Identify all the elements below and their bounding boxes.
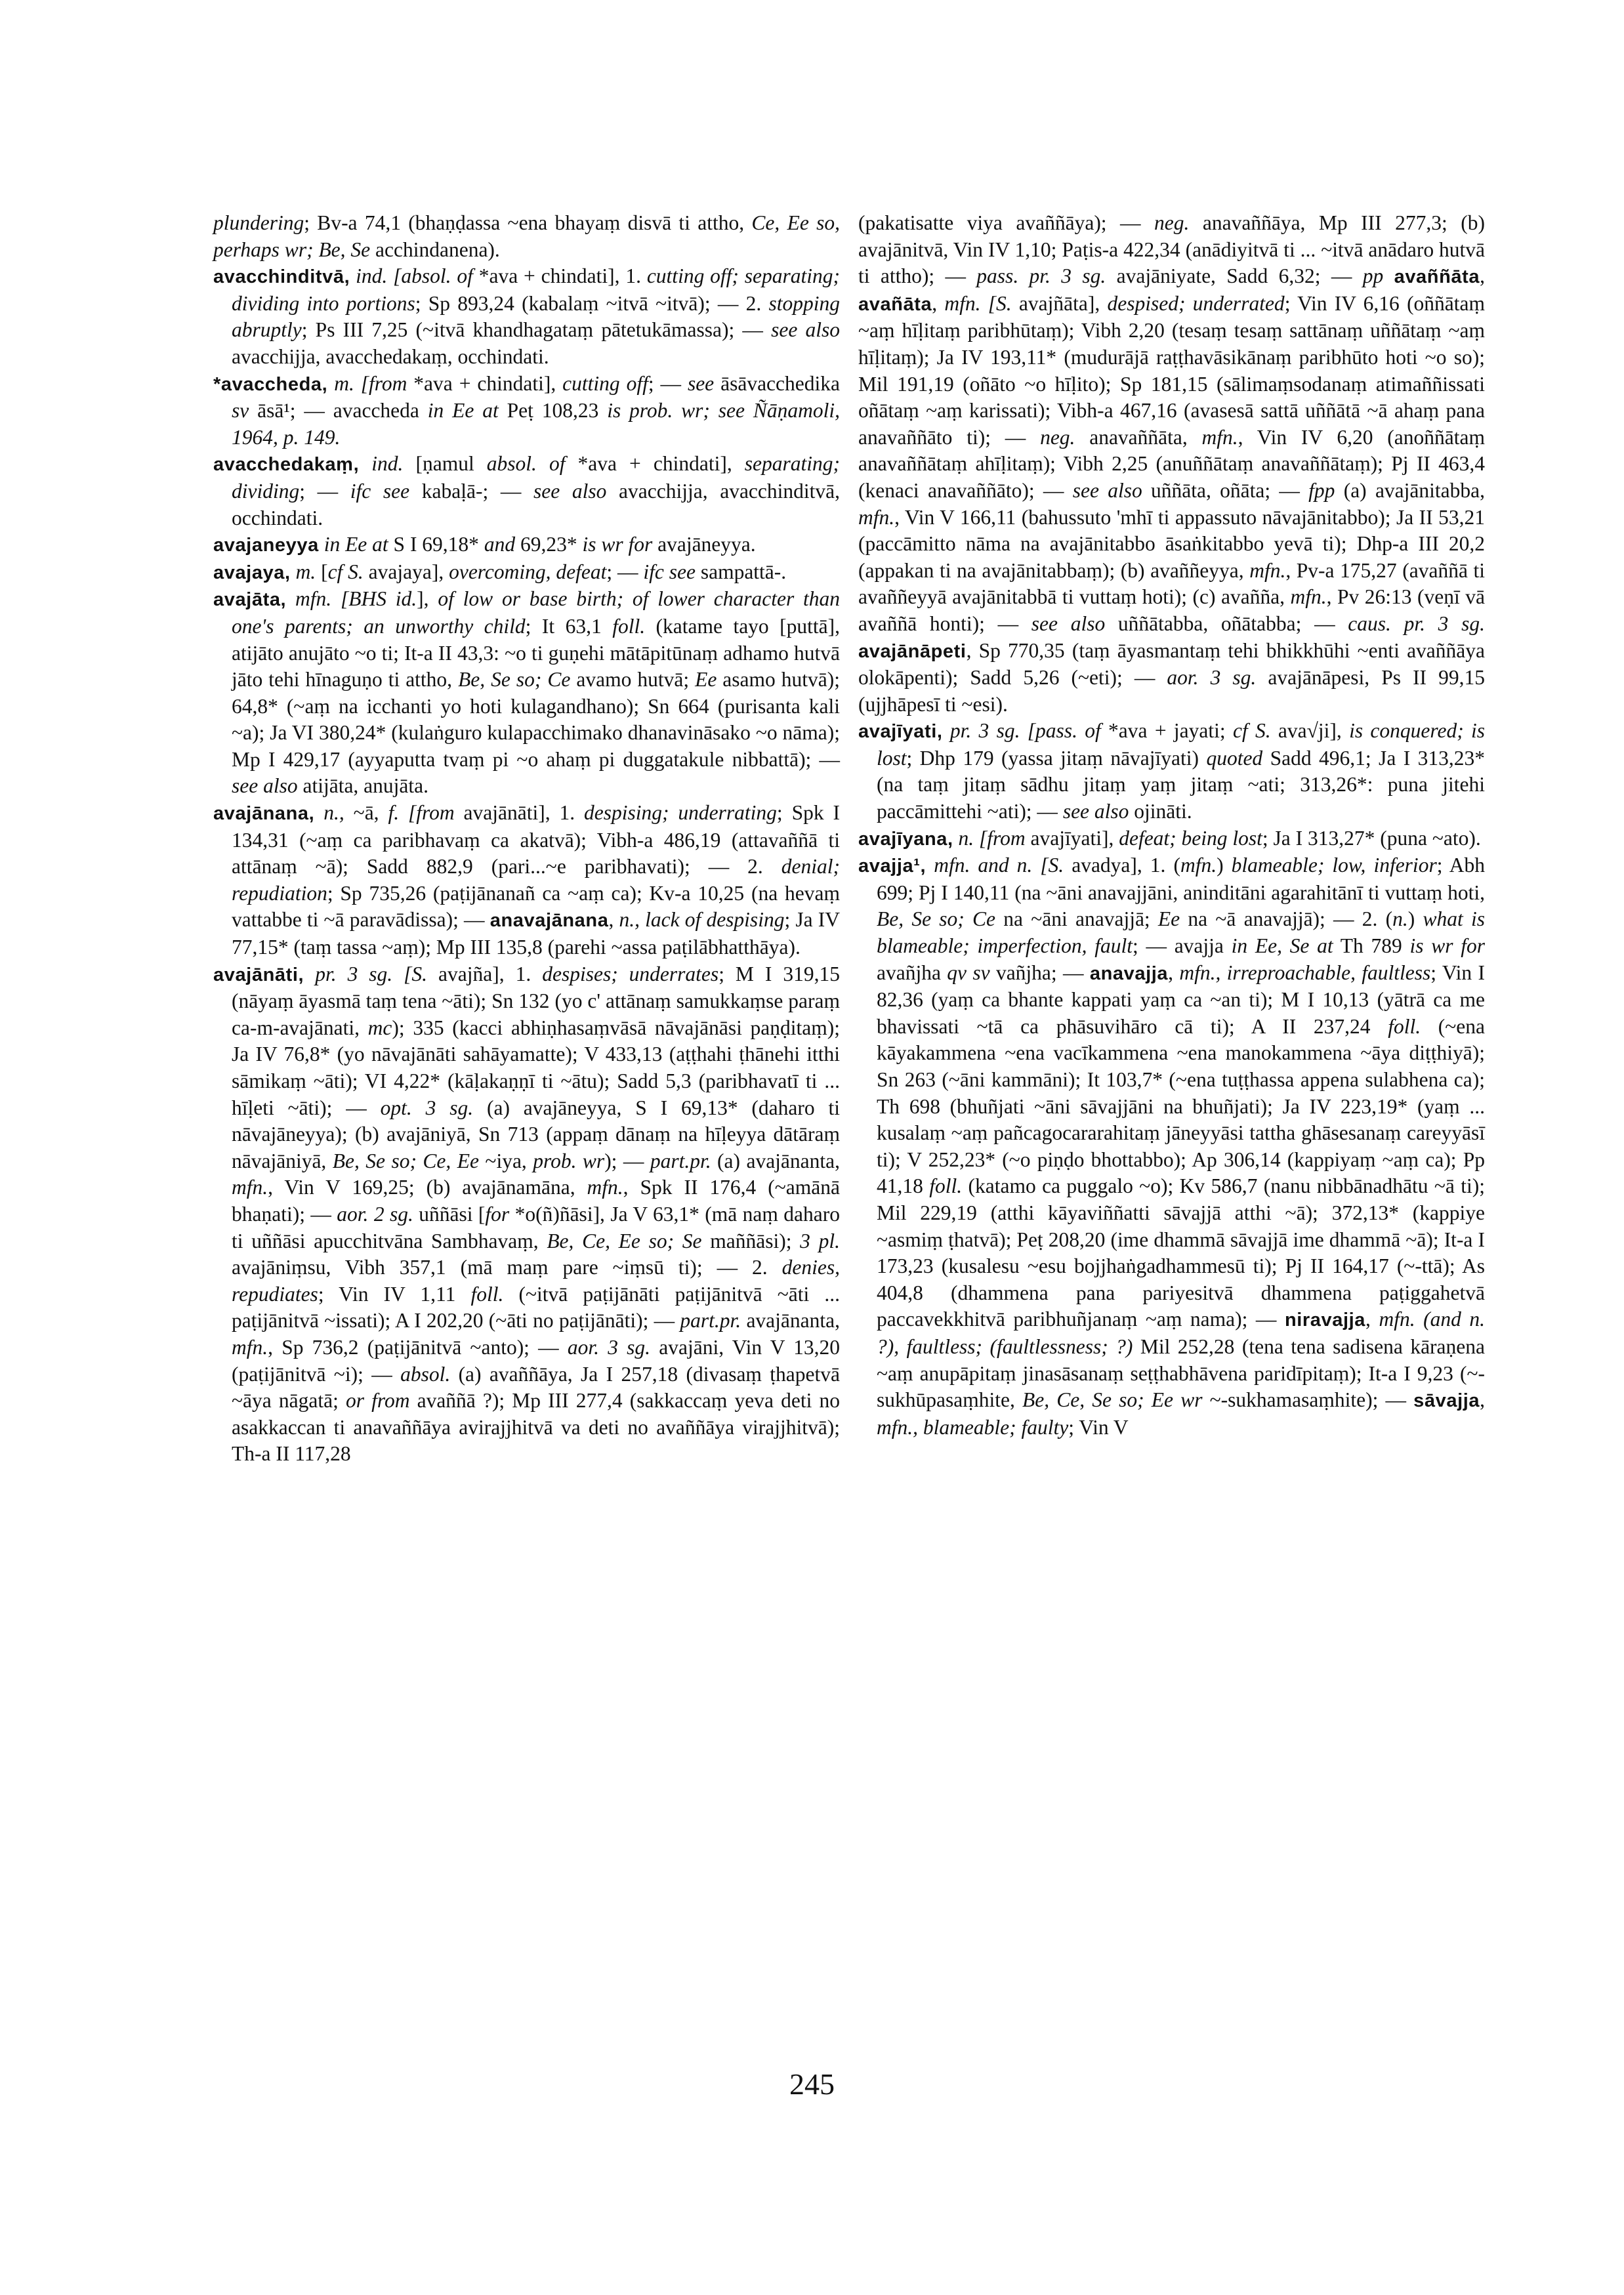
entry-text: (~itvā paṭijānāti paṭijānitvā ~āti ... paṭijānitvā ~issati); A I 202,20 (~āti no paṭijānāti); — (232, 1282, 840, 1333)
entry-text: ; — (648, 371, 688, 395)
italic-text: in Ee at (323, 533, 388, 556)
italic-text: qv sv (947, 961, 990, 984)
italic-text: absol. (400, 1362, 451, 1386)
entry-text: vañjha; — (989, 961, 1090, 984)
italic-text: is wr for (1409, 934, 1485, 958)
entry-text: avacchijja, avacchinditvā, occhindati. (232, 479, 840, 529)
entry-text (359, 452, 371, 475)
entry-text: Th 789 (1333, 934, 1410, 958)
entry-text: *ava + chindati], (407, 371, 563, 395)
entry-text: ~iya, (478, 1149, 533, 1172)
entry-text: avajāniyate, Sadd 6,32; — (1106, 264, 1363, 288)
entry-text: Peṭ 108,23 (498, 399, 608, 423)
italic-text: ind. [absol. of (356, 264, 473, 288)
entry-text: ) (1407, 907, 1423, 931)
italic-text: for (485, 1202, 510, 1226)
entry-text: , Vin IV 6,20 (anoññātaṃ anavaññātaṃ ahīḷitaṃ); Vibh 2,25 (anuññātaṃ anavaññātaṃ); Pj II 463,4 (kenaci anavaññāto); — (858, 425, 1485, 502)
entry-text: , (1480, 264, 1485, 288)
entry-text: ; Vin I 82,36 (yaṃ ca bhante kappati yaṃ ca ~an ti); M I 10,13 (yātrā ca me bhavissati ~tā ca phāsuvihāro cā ti); A II 237,24 (877, 961, 1486, 1038)
entry-text: na ~āni anavajjā; (995, 907, 1158, 931)
entry-text: ; — (299, 479, 350, 503)
italic-text: pr. 3 sg. [S. (315, 962, 428, 985)
dictionary-entry (213, 531, 840, 559)
italic-text: denies, repudiates (232, 1256, 840, 1306)
italic-text: Ee (695, 668, 717, 692)
entry-headword: avajānana, (213, 803, 315, 825)
entry-text: ojināti. (1129, 800, 1192, 823)
entry-text: (a) avajānitabba, (1335, 478, 1485, 502)
sub-headword: anavajja (1089, 962, 1169, 984)
entry-text: acchindanena). (370, 238, 500, 261)
italic-text: mfn. (858, 505, 895, 529)
italic-text: cutting off; separating; dividing into portions (232, 264, 841, 315)
italic-text: Be, Se so; Ce, Ee (332, 1149, 479, 1172)
entry-text: avacchijja, avacchedakaṃ, occhindati. (232, 344, 549, 368)
entry-text: anavaññāta, (1075, 425, 1202, 449)
entry-text: ; — (606, 560, 644, 583)
entry-text: avajāniṃsu, Vibh 357,1 (mā maṃ pare ~iṃsū ti); — 2. (232, 1256, 782, 1279)
entry-text: , (1480, 1388, 1485, 1412)
italic-text: mfn. [BHS id. (295, 587, 417, 611)
italic-text: aor. 2 sg. (337, 1202, 413, 1226)
entry-text: anavaññāya, Mp III 277,3; (b) avajānitvā, Vin IV 1,10; Paṭis-a 422,34 (anādiyitvā ti ... ~itvā anādaro hutvā ti attho); — (858, 211, 1485, 288)
entry-text: ) (1217, 854, 1232, 877)
italic-text: see also (1062, 800, 1129, 823)
italic-text: neg. (1040, 425, 1075, 449)
italic-text: m. (295, 560, 316, 583)
entry-headword: avajānāti, (213, 964, 304, 985)
entry-text: ; Ps III 7,25 (~itvā khandhagataṃ pātetukāmassa); — (301, 318, 772, 342)
dictionary-entry (858, 210, 1485, 718)
entry-text: ); — (604, 1149, 650, 1172)
italic-text: pp (1362, 264, 1384, 288)
italic-text: is prob. wr; see Ñāṇamoli, 1964, p. 149. (232, 399, 840, 449)
italic-text: mfn. (1201, 425, 1238, 449)
entry-text: avajīyati], (1025, 826, 1119, 850)
entry-text: (katame tayo [puttā], atijāto anujāto ~o ti; It-a II 43,3: ~o ti guṇehi mātāpitūnaṃ adhamo hutvā jāto tehi hīnaguṇo ti attho, (232, 614, 840, 692)
entry-text: (a) avajānanta, (711, 1149, 840, 1172)
italic-text: Ee (1157, 907, 1180, 931)
entry-text: [ (316, 560, 328, 583)
italic-text: mfn. (232, 1335, 268, 1359)
italic-text: mfn. (1249, 558, 1286, 582)
italic-text: cf S. (1232, 719, 1271, 743)
sub-headword: niravajja (1284, 1310, 1366, 1331)
sub-headword: sāvajja (1413, 1390, 1480, 1412)
entry-text: ; Spk I 134,31 (~aṃ ca paribhavaṃ ca akatvā); Vibh-a 486,19 (attavaññā ti attānaṃ ~ā); Sadd 882,9 (pari...~e paribhavati); — 2. (232, 801, 841, 879)
italic-text: n. (1392, 907, 1408, 931)
entry-text (926, 854, 934, 877)
italic-text: mc (367, 1016, 392, 1039)
entry-text: ; It 63,1 (525, 614, 613, 638)
italic-text: part.pr. (650, 1149, 711, 1172)
italic-text: is wr for (582, 533, 653, 556)
entry-text: , (1365, 1308, 1379, 1331)
sub-headword: avajānāpeti (858, 640, 967, 662)
italic-text: denial; repudiation (232, 855, 840, 905)
italic-text: despising; underrating (584, 801, 777, 825)
entry-text: na ~ā anavajjā); — 2. ( (1180, 907, 1393, 931)
italic-text: aor. 3 sg. (567, 1335, 651, 1359)
dictionary-entry (213, 586, 840, 800)
italic-text: mfn. (1180, 854, 1217, 877)
entry-text: Mil 252,28 (tena tena sadisena kāraṇena ~aṃ anupāpitaṃ jinasāsanaṃ seṭṭhabhāvena paridīpitaṃ); It-a I 9,23 (~-sukhūpasaṃhite, (877, 1334, 1485, 1412)
entry-headword: avajīyati, (858, 721, 943, 743)
italic-text: foll. (470, 1282, 504, 1306)
entry-text: sampattā-. (695, 560, 787, 583)
dictionary-entry (213, 371, 840, 451)
dictionary-entry (213, 451, 840, 531)
italic-text: part.pr. (680, 1309, 741, 1333)
entry-text: āsā¹; — avaccheda (249, 399, 428, 423)
entry-text: ~-sukhamasaṃhite); — (1202, 1388, 1414, 1412)
italic-text: mfn. (and n. ?), faultless; (faultlessness; ?) (877, 1308, 1485, 1358)
italic-text: in Ee, Se at (1231, 934, 1333, 958)
entry-text: uññāsi [ (413, 1202, 486, 1226)
entry-text (314, 801, 323, 824)
entry-headword: avajaya, (213, 562, 291, 583)
entry-text: ; Dhp 179 (yassa jitaṃ nāvajīyati) (906, 746, 1207, 770)
entry-text: avadya], 1. ( (1064, 854, 1180, 877)
entry-text: avajānāti], 1. (454, 801, 585, 825)
entry-text: *ava + jayati; (1100, 719, 1233, 743)
entry-text: ; Sp 735,26 (paṭijānanañ ca ~aṃ ca); Kv-a 10,25 (na hevaṃ vattabbe ti ~ā paravādissa); — (232, 881, 840, 932)
entry-text: ; Bv-a 74,1 (bhaṇḍassa ~ena bhayaṃ disvā ti attho, (304, 211, 752, 234)
entry-text (319, 533, 324, 556)
entry-text: kabaḷā-; — (409, 479, 534, 503)
italic-text: m. [from (334, 371, 407, 395)
entry-headword: avajaneyya (213, 535, 319, 556)
entry-text: , Vin V 169,25; (b) avajānamāna, (268, 1176, 587, 1199)
entry-text: avañjha (877, 961, 947, 984)
entry-text: ; — avajja (1133, 934, 1232, 958)
entry-text: , Pv 26:13 (veṇī vā avaññā honti); — (858, 585, 1485, 635)
italic-text: foll. (612, 614, 646, 638)
entry-headword: avacchinditvā, (213, 266, 350, 288)
entry-text: avajaya], (363, 560, 449, 583)
entry-text (286, 587, 295, 610)
entry-text (1383, 264, 1394, 287)
entry-text: , (1168, 961, 1180, 984)
italic-text: n. [from (958, 826, 1026, 850)
italic-text: or from (345, 1389, 410, 1413)
italic-text: f. [from (388, 801, 455, 825)
entry-text: avajña], 1. (427, 962, 543, 985)
entry-text: *o(ñ)ñāsi], Ja V 63,1* (mā naṃ daharo ti uññāsi apucchitvāna Sambhavaṃ, (232, 1202, 840, 1252)
italic-text: see also (771, 318, 840, 342)
italic-text: opt. 3 sg. (380, 1096, 474, 1119)
italic-text: defeat; being lost (1119, 826, 1262, 850)
italic-text: despised; underrated (1107, 291, 1285, 315)
italic-text: overcoming, defeat (449, 560, 607, 583)
italic-text: fpp (1308, 478, 1335, 502)
entry-headword: avajīyana, (858, 828, 953, 850)
entry-text: , Sp 736,2 (paṭijānitvā ~anto); — (268, 1335, 568, 1359)
entry-text: avajñāta], (1011, 291, 1108, 315)
entry-text: , Spk II 176,4 (~amānā bhaṇati); — (232, 1176, 840, 1226)
italic-text: what is blameable; imperfection, fault (877, 907, 1485, 958)
dictionary-entry (213, 961, 840, 1468)
italic-text: absol. of (486, 452, 566, 476)
italic-text: pass. pr. 3 sg. (976, 264, 1106, 288)
entry-text: ; M I 319,15 (nāyaṃ āyasmā taṃ tena ~āti); Sn 132 (yo c' attānaṃ samukkaṃse paraṃ ca-m-avajānati, (232, 962, 841, 1039)
entry-text: ~ā, (344, 801, 388, 825)
entry-text: S I 69,18* (388, 533, 484, 556)
italic-text: cutting off (562, 371, 648, 395)
entry-text: avamo hutvā; (570, 668, 696, 692)
italic-text: is conquered; is lost (877, 719, 1486, 770)
italic-text: Be, Se so; Ce (458, 668, 571, 692)
dictionary-entry (858, 825, 1485, 853)
entry-text: maññāsi); (701, 1229, 801, 1252)
italic-text: Be, Se so; Ce (877, 907, 996, 931)
italic-text: mfn., irreproachable, faultless (1179, 961, 1431, 984)
italic-text: stopping abruptly (232, 291, 840, 342)
italic-text: despises; underrates (542, 962, 719, 985)
entry-text: , (932, 291, 945, 315)
left-column (213, 210, 840, 1468)
entry-text: āsāvacchedika (714, 371, 840, 395)
entry-text: ; Ja I 313,27* (puna ~ato). (1262, 826, 1481, 850)
entry-text: 69,23* (515, 533, 583, 556)
entry-text: avajāni, Vin V 13,20 (paṭijānitvā ~i); — (232, 1335, 840, 1386)
dictionary-entry (858, 852, 1485, 1441)
italic-text: neg. (1154, 211, 1190, 234)
entry-headword: avajja¹, (858, 856, 927, 877)
italic-text: n., lack of despising (619, 908, 785, 932)
entry-text (304, 962, 315, 985)
entry-text: (katamo ca puggalo ~o); Kv 586,7 (nanu nibbānadhātu ~ā ti); Mil 229,19 (atthi kāyaviññatti sāvajjā atthi ~ā); 372,13* (kappiye ~asmiṃ ṭhatvā); Peṭ 208,20 (ime dhammā sāvajjā ime dhammā ~ā); It-a I 173,23 (kusalesu ~esu bojjhaṅgadhammesū ti); Pj II 164,17 (~-ttā); As 404,8 (dhammena pana pariyesitvā dhammena paṭiggahetvā paccavekkhitvā paribhuñjanaṃ ~aṃ nama); — (877, 1174, 1486, 1331)
entry-text: ; Sp 893,24 (kabalaṃ ~itvā ~itvā); — 2. (415, 291, 769, 315)
italic-text: mfn. (587, 1176, 623, 1199)
italic-text: n., (323, 801, 344, 825)
italic-text: and (484, 533, 516, 556)
sub-headword: avañāta (858, 293, 932, 315)
entry-text: *ava + chindati], 1. (472, 264, 647, 288)
entry-text (943, 719, 950, 742)
entry-headword: avajāta, (213, 589, 287, 611)
italic-text: cf S. (327, 560, 364, 583)
right-column (858, 210, 1485, 1441)
entry-text: ], (417, 587, 438, 611)
italic-text: mfn. and n. [S. (934, 854, 1064, 877)
italic-text: separating; dividing (232, 452, 841, 503)
italic-text: Be, Ce, Ee so; Se (547, 1229, 702, 1252)
entry-text: , Vin V 166,11 (bahussuto 'mhī ti appassuto nāvajānitabbo); Ja II 53,21 (paccāmitto nāma na avajānitabbo āsaṅkitabbo yevā ti); Dhp-a III 20,2 (appakan ti na avajānitabbaṃ); (b) avaññeyya, (858, 505, 1485, 582)
dictionary-entry (213, 263, 840, 370)
italic-text: pr. 3 sg. [pass. of (949, 719, 1101, 743)
italic-text: ifc see (350, 479, 410, 503)
italic-text: 3 pl. (800, 1229, 841, 1252)
italic-text: mfn., blameable; faulty (877, 1415, 1069, 1439)
entry-text (327, 372, 334, 395)
entry-text: Sadd 496,1; Ja I 313,23* (na taṃ jitaṃ sādhu jitaṃ yaṃ jitaṃ ~ati; 313,26*: puna jitehi paccāmittehi ~ati); — (877, 746, 1485, 823)
italic-text: of low or base birth; of lower character than one's parents; an unworthy child (232, 587, 841, 638)
italic-text: blameable; low, inferior (1231, 854, 1437, 877)
italic-text: aor. 3 sg. (1167, 666, 1257, 690)
italic-text: quoted (1206, 746, 1263, 770)
page-number: 245 (789, 2067, 835, 2101)
italic-text: Ce, Ee so, perhaps wr; Be, Se (213, 211, 840, 261)
entry-text: asamo hutvā); 64,8* (~aṃ na icchanti yo hoti kulagandhano); Sn 664 (purisanta kali ~a); Ja VI 380,24* (kulaṅguro kulapacchimako dhanavināsako ~o nāma); Mp I 429,17 (ayyaputta tvaṃ pi ~o ahaṃ pi duggatakule nibbattā); — (232, 668, 841, 771)
italic-text: caus. pr. 3 sg. (1348, 611, 1485, 635)
italic-text: see also (232, 774, 298, 798)
entry-text: (pakatisatte viya avaññāya); — (858, 211, 1155, 234)
entry-text: ; Ja IV 77,15* (taṃ tassa ~aṃ); Mp III 135,8 (parehi ~assa paṭilābhatthāya). (232, 908, 841, 959)
entry-text: ; Vin V (1068, 1415, 1129, 1439)
dictionary-entry (213, 210, 840, 263)
italic-text: sv (232, 399, 249, 423)
italic-text: in Ee at (427, 399, 499, 423)
entry-text: avajānāpesi, Ps II 99,15 (ujjhāpesī ti ~esi). (858, 666, 1485, 716)
entry-text: (a) avaññāya, Ja I 257,18 (divasaṃ ṭhapetvā ~āya nāgatā; (232, 1362, 840, 1413)
entry-text: ); 335 (kacci abhiṇhasaṃvāsā nāvajānāsi paṇḍitaṃ); Ja IV 76,8* (yo nāvajānāti sahāyamatte); V 433,13 (aṭṭhahi ṭhānehi itthi sāmikaṃ ~āti); VI 4,22* (kāḷakaṇṇī ti ~ātu); Sadd 5,3 (paribhavatī ti ... hīḷeti ~āti); — (232, 1016, 841, 1119)
dictionary-entry (213, 559, 840, 587)
entry-text (953, 827, 959, 850)
italic-text: Be, Ce, Se so; Ee wr (1022, 1388, 1203, 1412)
italic-text: ifc see (643, 560, 696, 583)
entry-text: [ṇamul (403, 452, 487, 476)
sub-headword: avaññāta (1394, 266, 1480, 288)
entry-text (350, 264, 356, 287)
dictionary-entry (858, 718, 1485, 825)
entry-text: ; Abh 699; Pj I 140,11 (na ~āni anavajjāni, aninditāni agarahitānī ti vuttaṃ hoti, (877, 854, 1485, 904)
entry-text: atijāta, anujāta. (297, 774, 429, 798)
italic-text: foll. (1388, 1014, 1421, 1038)
entry-text: ; Vin IV 1,11 (318, 1282, 471, 1306)
entry-text: , Pv-a 175,27 (avaññā ti avaññeyyā avajānitabbā ti vuttaṃ hoti); (c) avañña, (858, 558, 1485, 609)
entry-headword: *avaccheda, (213, 373, 328, 395)
entry-text: ; Vin IV 6,16 (oññātaṃ ~aṃ hīḷitaṃ paribhūtaṃ); Vibh 2,20 (tesaṃ tesaṃ sattānaṃ uññātaṃ ~aṃ hīḷitaṃ); Ja IV 193,11* (mudurājā raṭṭhavāsikānaṃ paribhūto hoti ~o so); Mil 191,19 (oñāto ~o hīḷito); Sp 181,15 (sālimaṃsodanaṃ atimaññissati oñātaṃ ~aṃ karissati); Vibh-a 467,16 (avasesā sattā uññātā ~ā ahaṃ pana anavaññāto ti); — (858, 291, 1486, 449)
entry-text: *ava + chindati], (565, 452, 745, 476)
italic-text: ind. (371, 452, 404, 476)
italic-text: mfn. [S. (944, 291, 1012, 315)
entry-text: , Sp 770,35 (taṃ āyasmantaṃ tehi bhikkhūhi ~enti avaññāya olokāpenti); Sadd 5,26 (~eti); — (858, 638, 1485, 690)
entry-text: (~ena kāyakammena ~ena vacīkammena ~ena manokammena ~āya diṭṭhiyā); Sn 263 (~āni kammāni); It 103,7* (~ena tuṭṭhassa appena sulabhena ca); Th 698 (bhuñjati ~āni sāvajjāni na bhuñjati); Ja IV 223,19* (yaṃ ... kusalaṃ ~aṃ pañcagocararahitaṃ jāneyyāsi tattha ghāsesanaṃ careyyāsī ti); V 252,23* (~o piṇḍo bhottabbo); Ap 306,14 (kappiyaṃ ~aṃ ca); Pp 41,18 (877, 1014, 1485, 1198)
italic-text: see also (533, 479, 607, 503)
entry-text (291, 560, 296, 583)
entry-text: ava√ji], (1270, 719, 1350, 743)
entry-text: (a) avajāneyya, S I 69,13* (daharo ti nāvajāneyya); (b) avajāniyā, Sn 713 (appaṃ dānaṃ na hīḷeyya dātāraṃ nāvajāniyā, (232, 1096, 840, 1172)
italic-text: mfn. (232, 1176, 268, 1199)
italic-text: plundering (213, 211, 304, 234)
italic-text: foll. (929, 1174, 963, 1198)
entry-headword: avacchedakaṃ, (213, 454, 360, 476)
entry-text: avajāneyya. (652, 533, 756, 556)
italic-text: mfn. (1290, 585, 1327, 609)
italic-text: see (687, 371, 715, 395)
entry-text: uññāta, oñāta; — (1142, 478, 1309, 502)
entry-text: avajānanta, (741, 1309, 840, 1333)
italic-text: prob. wr (533, 1149, 605, 1172)
italic-text: see also (1031, 611, 1106, 635)
sub-headword: anavajānana (489, 910, 609, 932)
dictionary-entry (213, 800, 840, 961)
italic-text: see also (1072, 478, 1142, 502)
entry-text: avaññā ?); Mp III 277,4 (sakkaccaṃ yeva deti no asakkaccan ti anavaññāya avirajjhitvā va deti no avaññāya virajjhitvā); Th-a II 117,28 (232, 1389, 840, 1466)
entry-text: , (608, 908, 619, 932)
entry-text: uññātabba, oñātabba; — (1105, 611, 1348, 635)
